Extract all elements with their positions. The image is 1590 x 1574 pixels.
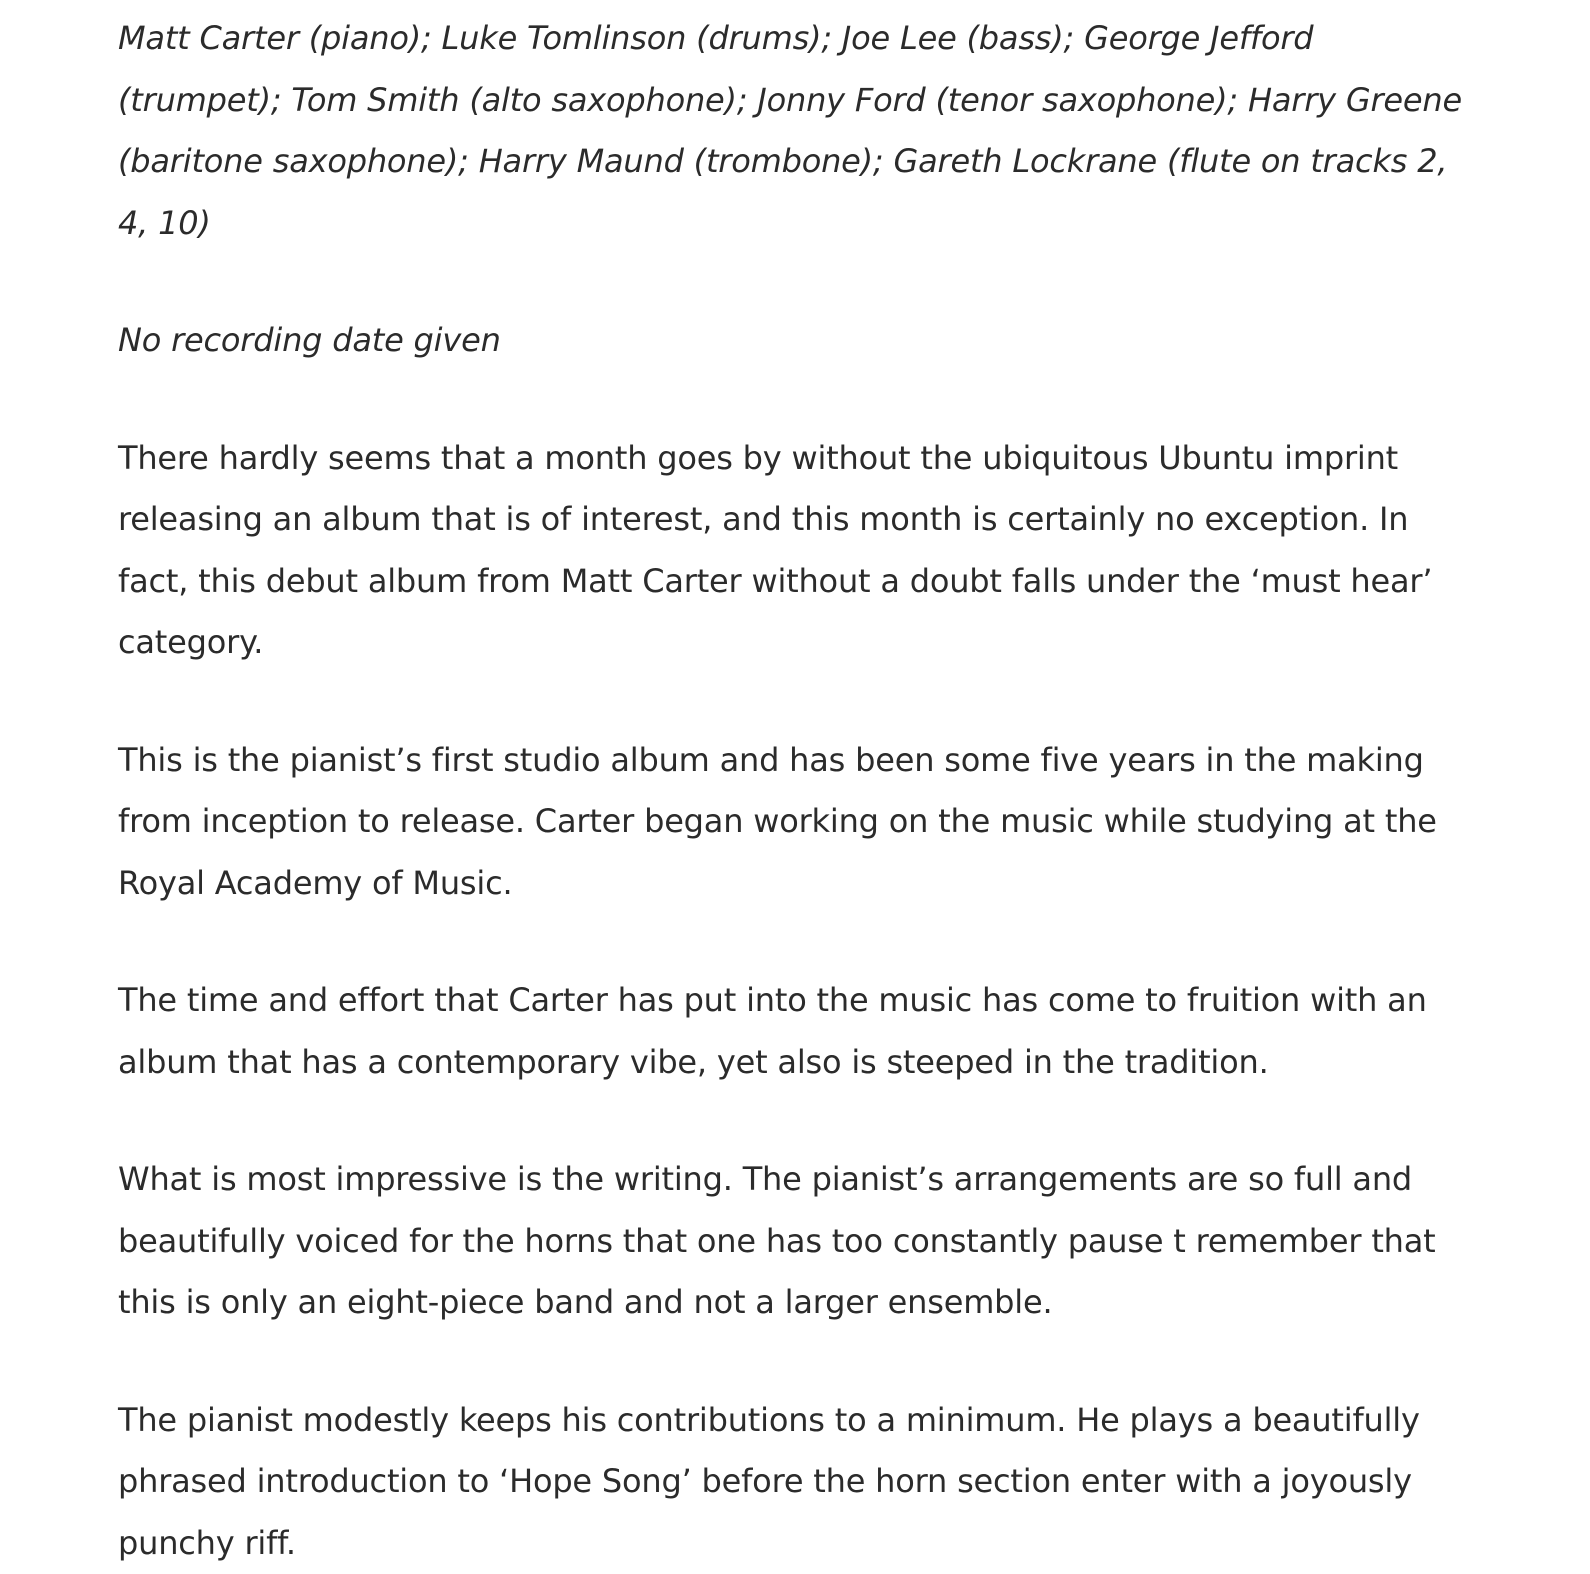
article-paragraph: This is the pianist’s first studio album and has been some five years in the making from inception to release. Carter began working on the music while studying at the Royal Academy of Music. bbox=[118, 730, 1480, 915]
personnel-list: Matt Carter (piano); Luke Tomlinson (drums); Joe Lee (bass); George Jefford (trumpet); Tom Smith (alto saxophone); Jonny Ford (tenor saxophone); Harry Greene (baritone saxophone); Harry Maund (trombone); Gareth Lockrane (flute on tracks 2, 4, 10) bbox=[118, 8, 1480, 254]
recording-date-note: No recording date given bbox=[118, 310, 1480, 372]
article-paragraph: There hardly seems that a month goes by without the ubiquitous Ubuntu imprint releasing an album that is of interest, and this month is certainly no exception. In fact, this debut album from Matt Carter without a doubt falls under the ‘must hear’ category. bbox=[118, 428, 1480, 674]
article-paragraph: What is most impressive is the writing. The pianist’s arrangements are so full and beautifully voiced for the horns that one has too constantly pause t remember that this is only an eight-piece band and not a larger ensemble. bbox=[118, 1149, 1480, 1334]
article-paragraph: The pianist modestly keeps his contributions to a minimum. He plays a beautifully phrased introduction to ‘Hope Song’ before the horn section enter with a joyously punchy riff. bbox=[118, 1390, 1480, 1574]
article-paragraph: The time and effort that Carter has put into the music has come to fruition with an album that has a contemporary vibe, yet also is steeped in the tradition. bbox=[118, 970, 1480, 1093]
